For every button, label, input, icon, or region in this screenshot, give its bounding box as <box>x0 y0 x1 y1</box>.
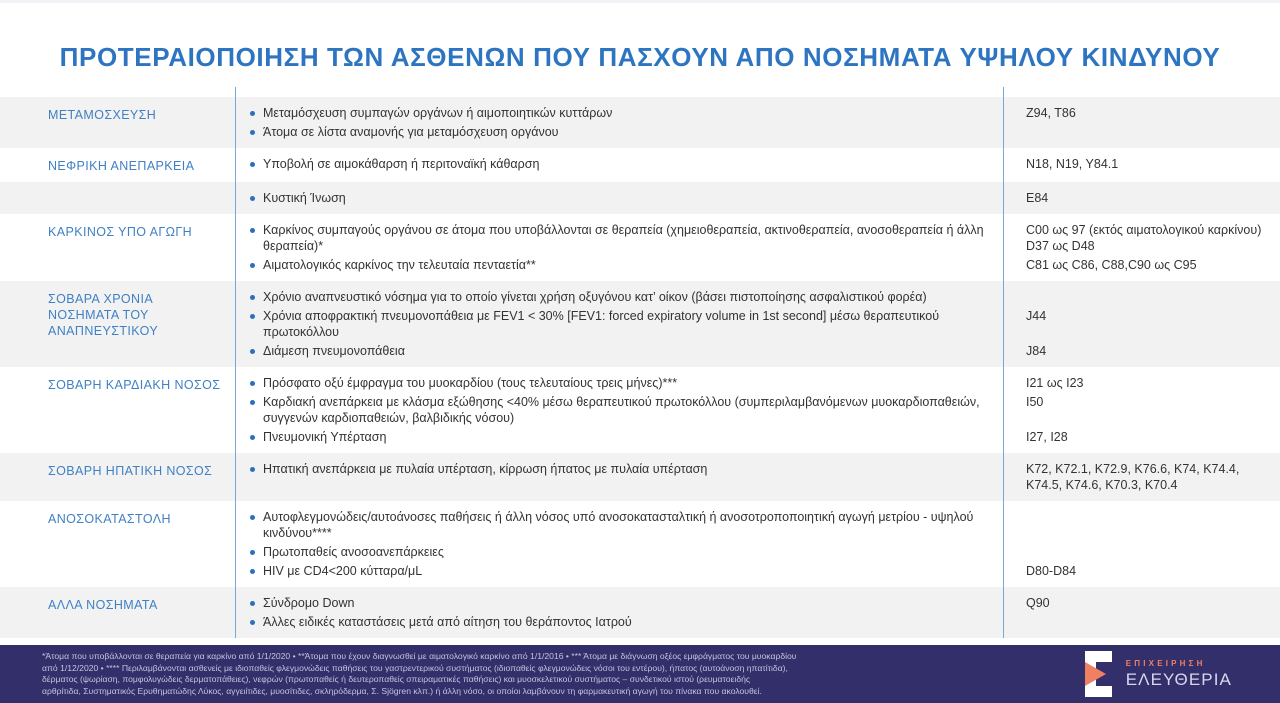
category-label: ΜΕΤΑΜΟΣΧΕΥΣΗ <box>48 108 157 122</box>
bullet-icon <box>250 569 255 574</box>
table-row <box>0 501 1280 587</box>
bullet-icon <box>250 228 255 233</box>
condition-item: Άλλες ειδικές καταστάσεις μετά από αίτηση του θεράποντος Ιατρού <box>235 614 1003 630</box>
condition-item: Αιματολογικός καρκίνος την τελευταία πενταετία** <box>235 257 1003 273</box>
condition-entry <box>235 461 1280 493</box>
footnote-line: δέρματος (ψωρίαση, πομφολυγώδεις δερματοπάθειες), νεφρών (πρωτοπαθείς ή δευτεροπαθείς σπειραματικές παθήσεις) και μυοσκελετικού συστήματος – συνδετικού ιστού (ρευματοειδής <box>42 674 751 684</box>
eleftheria-logo <box>1085 651 1232 697</box>
icd-code: C00 ως 97 (εκτός αιματολογικού καρκίνου) D37 ως D48 <box>1026 223 1262 253</box>
icd-code <box>1003 124 1280 140</box>
icd-code: J44 <box>1026 309 1047 323</box>
icd-code: D80-D84 <box>1026 564 1077 578</box>
condition-entry <box>235 375 1280 391</box>
bullet-icon <box>250 467 255 472</box>
bullet-icon <box>250 314 255 319</box>
condition-entry <box>235 595 1280 611</box>
table-row <box>0 148 1280 182</box>
condition-entry <box>235 394 1280 426</box>
condition-entry <box>235 190 1280 206</box>
icd-code <box>1003 509 1280 541</box>
play-triangle-icon <box>1085 662 1106 686</box>
category-label: ΣΟΒΑΡΑ ΧΡΟΝΙΑ ΝΟΣΗΜΑΤΑ ΤΟΥ ΑΝΑΠΝΕΥΣΤΙΚΟΥ <box>48 292 159 338</box>
bullet-icon <box>250 130 255 135</box>
condition-entry <box>235 289 1280 305</box>
category-label: ΑΛΛΑ ΝΟΣΗΜΑΤΑ <box>48 598 158 612</box>
bullet-icon <box>250 435 255 440</box>
conditions-cell <box>235 182 1280 214</box>
logo-title: ΕΛΕΥΘΕΡΙΑ <box>1125 669 1232 689</box>
condition-item: Χρόνιο αναπνευστικό νόσημα για το οποίο γίνεται χρήση οξυγόνου κατ’ οίκον (βάσει πιστοποίησης ασφαλιστικού φορέα) <box>235 289 1003 305</box>
icd-code: N18, N19, Y84.1 <box>1026 157 1119 171</box>
bullet-icon <box>250 381 255 386</box>
condition-item: Διάμεση πνευμονοπάθεια <box>235 343 1003 359</box>
bullet-icon <box>250 400 255 405</box>
condition-item: Χρόνια αποφρακτική πνευμονοπάθεια με FEV1 < 30% [FEV1: forced expiratory volume in 1st second] μέσω θεραπευτικού πρωτοκόλλου <box>235 308 1003 340</box>
icd-code <box>1003 544 1280 560</box>
bullet-icon <box>250 295 255 300</box>
icd-code: I21 ως I23 <box>1026 376 1084 390</box>
conditions-cell <box>235 148 1280 182</box>
icd-code <box>1003 614 1280 630</box>
condition-entry <box>235 156 1280 172</box>
category-label: ΣΟΒΑΡΗ ΚΑΡΔΙΑΚΗ ΝΟΣΟΣ <box>48 378 221 392</box>
conditions-cell <box>235 587 1280 638</box>
condition-entry <box>235 614 1280 630</box>
footnote-line: από 1/12/2020 • **** Περιλαμβάνονται ασθενείς με ιδιοπαθείς φλεγμονώδεις παθήσεις του γαστρεντερικού συστήματος (ιδιοπαθείς φλεγμονώδεις νόσοι του εντέρου), ήπατος (αυτοάνοση ηπατίτιδα), <box>42 662 788 673</box>
condition-entry <box>235 509 1280 541</box>
bullet-icon <box>250 550 255 555</box>
icd-code <box>1003 289 1280 305</box>
condition-item: HIV με CD4<200 κύτταρα/μL <box>235 563 1003 579</box>
condition-entry <box>235 308 1280 340</box>
column-divider-right <box>1003 87 1004 638</box>
category-label <box>0 182 235 214</box>
bullet-icon <box>250 620 255 625</box>
table-row <box>0 453 1280 501</box>
table-row <box>0 97 1280 148</box>
conditions-cell <box>235 97 1280 148</box>
conditions-cell <box>235 281 1280 367</box>
condition-item: Καρκίνος συμπαγούς οργάνου σε άτομα που υποβάλλονται σε θεραπεία (χημειοθεραπεία, ακτινοθεραπεία, ανοσοθεραπεία ή άλλη θεραπεία)* <box>235 222 1003 254</box>
condition-item: Αυτοφλεγμονώδεις/αυτοάνοσες παθήσεις ή άλλη νόσος υπό ανοσοκατασταλτική ή ανοσοτροποποιητική αγωγή μετρίου - υψηλού κινδύνου**** <box>235 509 1003 541</box>
logo-e-icon <box>1085 651 1115 697</box>
condition-item: Σύνδρομο Down <box>235 595 1003 611</box>
bullet-icon <box>250 601 255 606</box>
condition-entry <box>235 544 1280 560</box>
table-row <box>0 367 1280 453</box>
footnote-line: *Άτομα που υποβάλλονται σε θεραπεία για καρκίνο από 1/1/2020 • **Άτομα που έχουν διαγνωσθεί με αιματολογικό καρκίνο από 1/1/2016 • *** Άτομα με διάγνωση οξέος εμφράγματος του μυοκαρδίου <box>42 651 797 661</box>
footnote-text <box>42 651 797 697</box>
bullet-icon <box>250 349 255 354</box>
condition-entry <box>235 257 1280 273</box>
condition-item: Υποβολή σε αιμοκάθαρση ή περιτοναϊκή κάθαρση <box>235 156 1003 172</box>
table-row <box>0 587 1280 638</box>
condition-item: Πνευμονική Υπέρταση <box>235 429 1003 445</box>
page-title: ΠΡΟΤΕΡΑΙΟΠΟΙΗΣΗ ΤΩΝ ΑΣΘΕΝΩΝ ΠΟΥ ΠΑΣΧΟΥΝ ΑΠΟ ΝΟΣΗΜΑΤΑ ΥΨΗΛΟΥ ΚΙΝΔΥΝΟΥ <box>59 42 1221 72</box>
category-label: ΚΑΡΚΙΝΟΣ ΥΠΟ ΑΓΩΓΗ <box>48 225 193 239</box>
icd-code: E84 <box>1026 191 1049 205</box>
condition-item: Κυστική Ίνωση <box>235 190 1003 206</box>
icd-code: Z94, T86 <box>1026 106 1076 120</box>
bullet-icon <box>250 196 255 201</box>
footnote-line: αρθρίτιδα, Συστηματικός Ερυθηματώδης Λύκος, αγγειίτιδες, μυοσίτιδες, σκληρόδερμα, Σ. Sjögren κλπ.) ή άλλη νόσο, οι οποίοι λαμβάνουν τη φαρμακευτική αγωγή του πίνακα που ακολουθεί. <box>42 685 762 696</box>
condition-item: Πρόσφατο οξύ έμφραγμα του μυοκαρδίου (τους τελευταίους τρεις μήνες)*** <box>235 375 1003 391</box>
bullet-icon <box>250 515 255 520</box>
icd-code: I50 <box>1026 395 1044 409</box>
icd-code: I27, I28 <box>1026 430 1068 444</box>
priority-table <box>0 97 1280 638</box>
conditions-cell <box>235 214 1280 281</box>
condition-entry <box>235 222 1280 254</box>
conditions-cell <box>235 453 1280 501</box>
condition-entry <box>235 105 1280 121</box>
condition-item: Ηπατική ανεπάρκεια με πυλαία υπέρταση, κίρρωση ήπατος με πυλαία υπέρταση <box>235 461 1003 493</box>
table-row <box>0 281 1280 367</box>
bullet-icon <box>250 162 255 167</box>
category-label: ΣΟΒΑΡΗ ΗΠΑΤΙΚΗ ΝΟΣΟΣ <box>48 464 213 478</box>
icd-code: K72, K72.1, K72.9, K76.6, K74, K74.4, K74.5, K74.6, K70.3, K70.4 <box>1026 462 1240 492</box>
footer-bar <box>0 645 1280 703</box>
condition-item: Μεταμόσχευση συμπαγών οργάνων ή αιμοποιητικών κυττάρων <box>235 105 1003 121</box>
condition-entry <box>235 429 1280 445</box>
category-label: ΑΝΟΣΟΚΑΤΑΣΤΟΛΗ <box>48 512 171 526</box>
icd-code: J84 <box>1026 344 1047 358</box>
condition-entry <box>235 124 1280 140</box>
conditions-cell <box>235 367 1280 453</box>
conditions-cell <box>235 501 1280 587</box>
condition-item: Πρωτοπαθείς ανοσοανεπάρκειες <box>235 544 1003 560</box>
category-label: ΝΕΦΡΙΚΗ ΑΝΕΠΑΡΚΕΙΑ <box>48 159 195 173</box>
condition-item: Άτομα σε λίστα αναμονής για μεταμόσχευση οργάνου <box>235 124 1003 140</box>
logo-subtitle: ΕΠΙΧΕΙΡΗΣΗ <box>1125 658 1206 668</box>
table-row <box>0 182 1280 214</box>
icd-code: C81 ως C86, C88,C90 ως C95 <box>1026 258 1197 272</box>
icd-code: Q90 <box>1026 596 1050 610</box>
condition-entry <box>235 343 1280 359</box>
table-row <box>0 214 1280 281</box>
bullet-icon <box>250 111 255 116</box>
condition-entry <box>235 563 1280 579</box>
condition-item: Καρδιακή ανεπάρκεια με κλάσμα εξώθησης <40% μέσω θεραπευτικού πρωτοκόλλου (συμπεριλαμβανόμενων μυοκαρδιοπαθειών, συγγενών καρδιοπαθειών, βαλβιδικής νόσου) <box>235 394 1003 426</box>
bullet-icon <box>250 263 255 268</box>
